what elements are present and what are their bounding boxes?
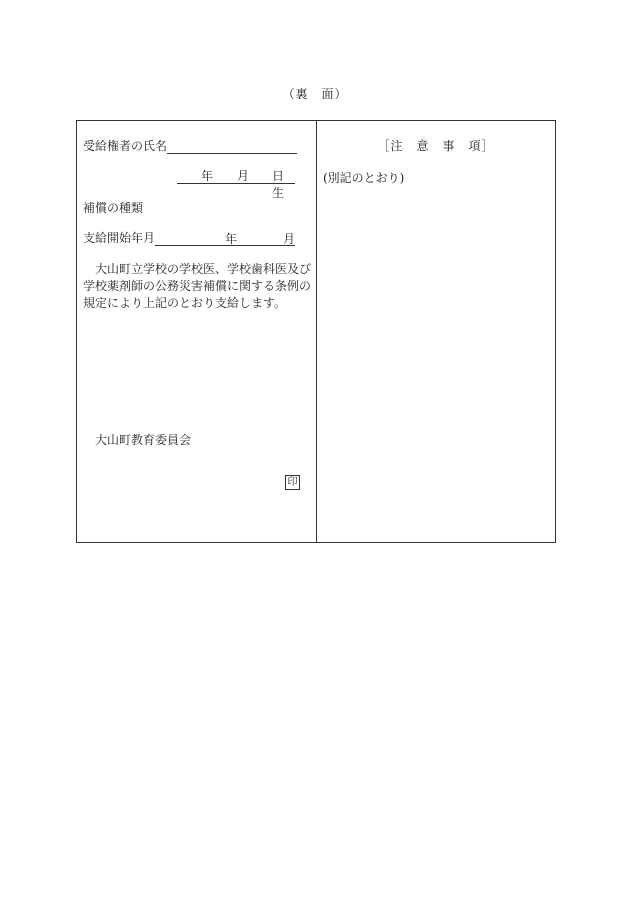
pay-start-year-label: 年 — [225, 232, 238, 246]
page-heading: （裏 面） — [282, 87, 348, 101]
compensation-type-label: 補償の種類 — [83, 201, 144, 215]
form-table — [76, 120, 556, 543]
pay-start-field[interactable] — [155, 231, 295, 246]
recipient-name-label: 受給権者の氏名 — [83, 139, 168, 153]
seal-mark: 印 — [285, 475, 300, 490]
left-column — [77, 121, 317, 542]
issuer-name: 大山町教育委員会 — [95, 433, 192, 447]
birth-date-field[interactable] — [177, 167, 295, 200]
right-column — [317, 121, 555, 542]
birth-month-label: 月 — [237, 169, 250, 183]
payment-statement: 大山町立学校の学校医、学校歯科医及び学校薬剤師の公務災害補償に関する条例の規定により上記のとおり支給します。 — [83, 262, 312, 310]
birth-day-label: 日生 — [272, 169, 285, 200]
notes-body: (別記のとおり) — [323, 171, 405, 185]
recipient-name-field[interactable] — [167, 139, 297, 154]
pay-start-row — [83, 229, 295, 246]
recipient-name-row — [83, 137, 297, 154]
birth-year-label: 年 — [201, 169, 214, 183]
notes-title: ［注 意 事 項］ — [377, 139, 495, 153]
pay-start-label: 支給開始年月 — [83, 231, 156, 245]
pay-start-month-label: 月 — [283, 232, 296, 246]
